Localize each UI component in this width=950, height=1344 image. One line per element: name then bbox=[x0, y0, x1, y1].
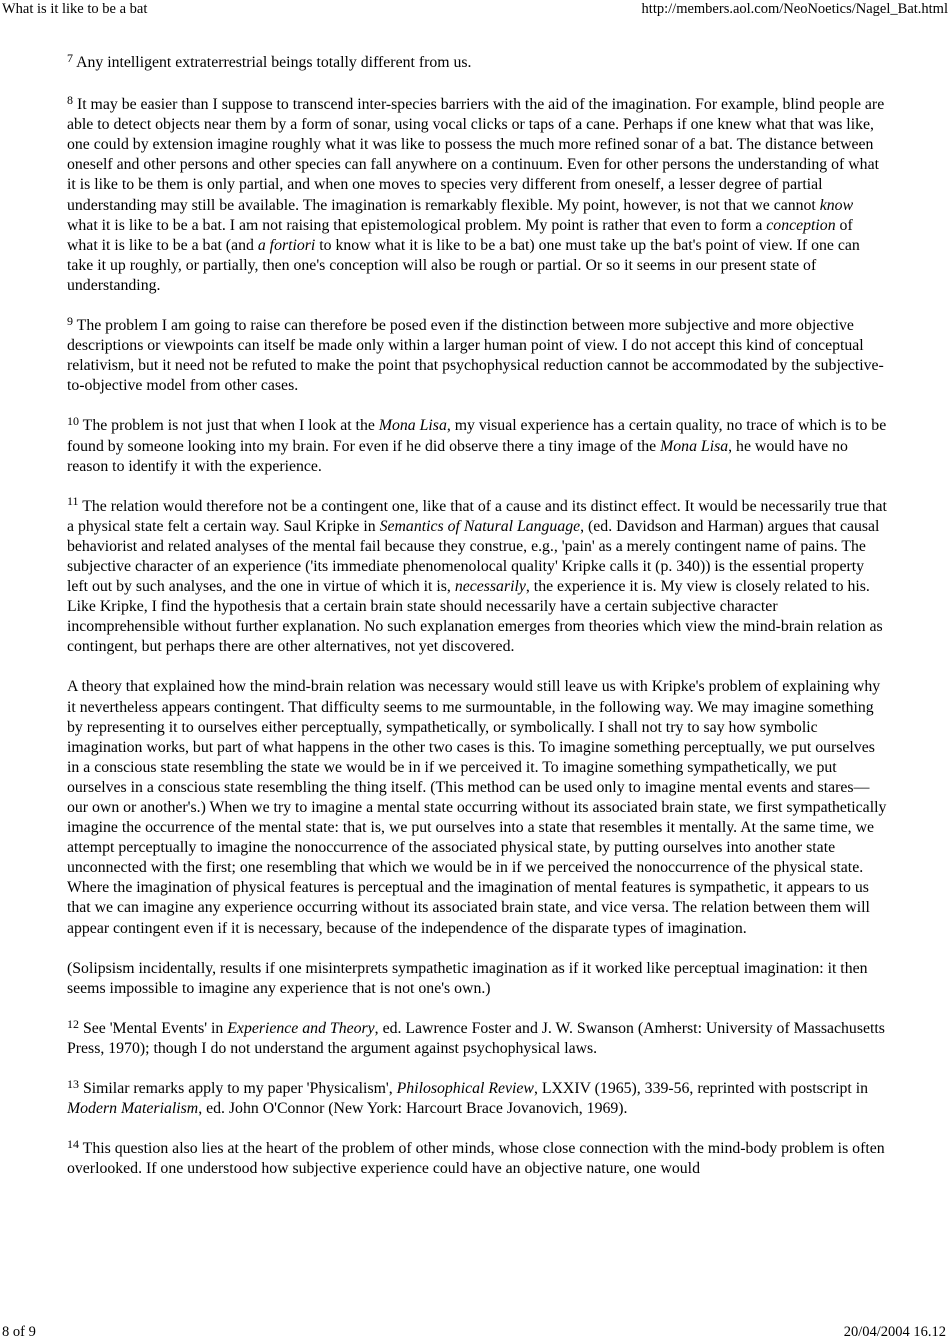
footnotes-content bbox=[67, 50, 887, 1199]
footnote-11: $^{11}$ The relation would therefore not be a contingent one, like that of a cause and its distinct effect. It would be necessarily true that a physical state felt a certain way. Saul Kripke in Semantics of Natural Language, (ed. Davidson and Harman) argues that causal behaviorist and related analyses of the mental fail because they construe, e.g., 'pain' as a merely contingent name of pains. The subjective character of an experience ('its immediate phenomenolocal quality' Kripke calls it (p. 340)) is the essential property left out by such analyses, and the one in virtue of which it is, necessarily, the experience it is. My view is closely related to his. Like Kripke, I find the hypothesis that a certain brain state should necessarily have a certain subjective character incomprehensible without further explanation. No such explanation emerges from theories which view the mind-brain relation as contingent, but perhaps there are other alternatives, not yet discovered. bbox=[67, 494, 887, 656]
footnote-number: 13 bbox=[67, 1076, 79, 1091]
footnote-number: 12 bbox=[67, 1016, 79, 1031]
footnote-number: 8 bbox=[67, 92, 73, 107]
footnote-number: 9 bbox=[67, 313, 73, 328]
footnote-number: 10 bbox=[67, 414, 79, 429]
footnote-11-continued: A theory that explained how the mind-brain relation was necessary would still leave us with Kripke's problem of explaining why it nevertheless appears contingent. That difficulty seems to me surmountable, in the following way. We may imagine something by representing it to ourselves either perceptually, sympathetically, or symbolically. I shall not try to say how symbolic imagination works, but part of what happens in the other two cases is this. To imagine something perceptually, we put ourselves in a conscious state resembling the state we would be in if we perceived it. To imagine something sympathetically, we put ourselves in a conscious state resembling the thing itself. (This method can be used only to imagine mental events and stares—our own or another's.) When we try to imagine a mental state occurring without its associated brain state, we first sympathetically imagine the occurrence of the mental state: that is, we put ourselves into a state that resembles it mentally. At the same time, we attempt perceptually to imagine the nonoccurrence of the associated physical state, by putting ourselves into another state unconnected with the first; one resembling that which we would be in if we perceived the nonoccurrence of the physical state. Where the imagination of physical features is perceptual and the imagination of mental features is sympathetic, it appears to us that we can imagine any experience occurring without its associated brain state, and vice versa. The relation between them will appear contingent even if it is necessary, because of the independence of the disparate types of imagination. bbox=[67, 678, 887, 937]
footnote-13: $^{13}$ Similar remarks apply to my paper 'Physicalism', Philosophical Review, LXXIV (1965), 339-56, reprinted with postscript in Modern Materialism, ed. John O'Connor (New York: Harcourt Brace Jovanovich, 1969). bbox=[67, 1076, 868, 1118]
footnote-14: $^{14}$ This question also lies at the heart of the problem of other minds, whose close connection with the mind-body problem is often overlooked. If one understood how subjective experience could have an objective nature, one would bbox=[67, 1136, 885, 1178]
page-title: What is it like to be a bat bbox=[2, 1, 148, 17]
print-header bbox=[0, 0, 950, 20]
footnote-8: $^8$ It may be easier than I suppose to transcend inter-species barriers with the aid of the imagination. For example, blind people are able to detect objects near them by a form of sonar, using vocal clicks or taps of a cane. Perhaps if one knew what that was like, one could by extension imagine roughly what it was like to possess the much more refined sonar of a bat. The distance between oneself and other persons and other species can fall anywhere on a continuum. Even for other persons the understanding of what it is like to be them is only partial, and when one moves to species very different from oneself, a lesser degree of partial understanding may still be available. The imagination is remarkably flexible. My point, however, is not that we cannot know what it is like to be a bat. I am not raising that epistemological problem. My point is rather that even to form a conception of what it is like to be a bat (and a fortiori to know what it is like to be a bat) one must take up the bat's point of view. If one can take it up roughly, or partially, then one's conception will also be rough or partial. Or so it seems in our present state of understanding. bbox=[67, 92, 885, 294]
footnote-11-solipsism: (Solipsism incidentally, results if one misinterprets sympathetic imagination as if it worked like perceptual imagination: it then seems impossible to imagine any experience that is not one's own.) bbox=[67, 959, 868, 997]
footnote-number: 14 bbox=[67, 1136, 79, 1151]
page-counter: 8 of 9 bbox=[2, 1324, 36, 1340]
page-url: http://members.aol.com/NeoNoetics/Nagel_Bat.html bbox=[641, 1, 948, 17]
footnote-number: 11 bbox=[67, 494, 79, 509]
print-datetime: 20/04/2004 16.12 bbox=[843, 1324, 946, 1340]
footnote-12: $^{12}$ See 'Mental Events' in Experience and Theory, ed. Lawrence Foster and J. W. Swanson (Amherst: University of Massachusetts Press, 1970); though I do not understand the argument against psychophysical laws. bbox=[67, 1016, 885, 1057]
print-footer bbox=[0, 1323, 950, 1343]
footnote-10: $^{10}$ The problem is not just that when I look at the Mona Lisa, my visual experience has a certain quality, no trace of which is to be found by someone looking into my brain. For even if he did observe there a tiny image of the Mona Lisa, he would have no reason to identify it with the experience. bbox=[67, 414, 887, 475]
footnote-number: 7 bbox=[67, 50, 73, 65]
footnote-9: $^9$ The problem I am going to raise can therefore be posed even if the distinction between more subjective and more objective descriptions or viewpoints can itself be made only within a larger human point of view. I do not accept this kind of conceptual relativism, but it need not be refuted to make the point that psychophysical reduction cannot be accommodated by the subjective-to-objective model from other cases. bbox=[67, 313, 884, 395]
footnote-7: $^7$ Any intelligent extraterrestrial beings totally different from us. bbox=[67, 50, 472, 71]
